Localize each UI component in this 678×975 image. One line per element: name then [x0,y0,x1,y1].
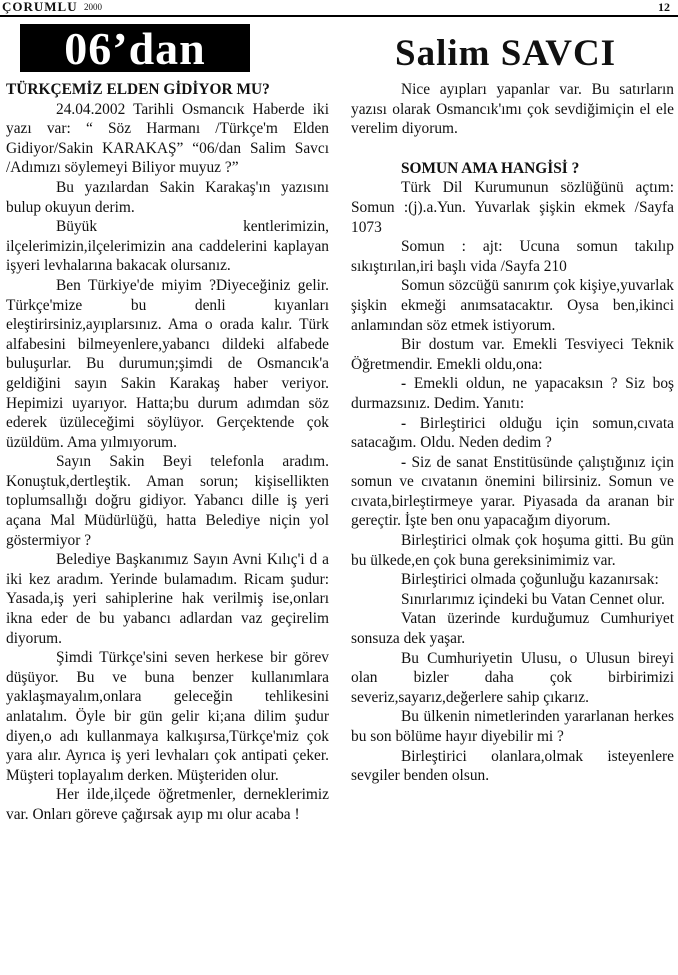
dialogue-line [351,453,674,531]
paragraph: Türk Dil Kurumunun sözlüğünü açtım: Somun :(j).a.Yun. Yuvarlak şişkin ekmek /Sayfa 1073 [351,179,674,236]
paragraph: Bu ülkenin nimetlerinden yararlanan herkes bu son bölüme hayır diyebilir mi ? [351,708,674,745]
column-title: 06’dan [64,22,206,74]
dialogue-text: Emekli oldun, ne yapacaksın ? Siz boş durmazsınız. Dedim. Yanıtı: [351,375,675,412]
left-heading: TÜRKÇEMİZ ELDEN GİDİYOR MU? [6,81,270,98]
dialogue-dash: - [401,414,407,432]
paragraph: Birleştirici olanlara,olmak isteyenlere sevgiler benden olsun. [351,747,674,785]
paragraph: Bir dostum var. Emekli Tesviyeci Teknik Öğretmendir. Emekli oldu,ona: [351,336,674,373]
paragraph: Şimdi Türkçe'sini seven herkese bir görev düşüyor. Bu ve buna benzer kullanımlara yaklaşmayalım,onlara geleceğin tehlikesini anlatalım. Öyle bir gün gelir ki;ana dilim şudur diyen,o adı kullanmaya kalkışırsa,Türkçe'miz çok yara alır. Ayrıca iş yeri levhaları çok antipati çeker. Müşteri toplayalım derken. Müşteriden olur. [6,649,329,784]
dialogue-text: Birleştirici olduğu için somun,cıvata satacağım. Oldu. Neden dedim ? [351,414,674,452]
header-rule [0,15,678,17]
masthead [0,0,678,18]
author-name: Salim SAVCI [395,33,617,74]
paragraph: Nice ayıpları yapanlar var. Bu satırların yazısı olarak Osmancık'ımı çok sevdiğimiçin el ele verelim diyorum. [351,81,674,138]
paragraph: Her ilde,ilçede öğretmenler, derneklerimiz var. Onları göreve çağırsak ayıp mı olur acaba ! [6,786,329,823]
dialogue-line [351,374,674,413]
paragraph: Vatan üzerinde kurduğumuz Cumhuriyet sonsuza dek yaşar. [351,610,674,648]
paragraph: 24.04.2002 Tarihli Osmancık Haberde iki yazı var: “ Söz Harmanı /Türkçe'm Elden Gidiyor/Sakin KARAKAŞ” “06/dan Salim Savcı /Adımızı söylemeyi Biliyor muyuz ?” [6,100,329,177]
paragraph: Birleştirici olmada çoğunluğu kazanırsak: [401,571,659,589]
paragraph: Birleştirici olmak çok hoşuma gitti. Bu gün bu ülkede,en çok buna gereksinimimiz var. [351,532,674,569]
paragraph: Belediye Başkanımız Sayın Avni Kılıç'i d a iki kez aradım. Yerinde bulamadım. Ricam şudur: Yasada,iş yeri sahiplerine hak verilmiş ise,onları ikna eder de bu yabancı adlardan vaz geçirelim diyorum. [6,551,329,647]
paper-year: 2000 [84,2,102,12]
paragraph: Somun : ajt: Ucuna somun takılıp sıkıştırılan,iri başlı vida /Sayfa 210 [351,238,674,275]
paragraph: Somun sözcüğü sanırım çok kişiye,yuvarlak şişkin ekmeği anımsatacaktır. Oysa ben,ikinci anlamından söz etmek istiyorum. [351,277,674,334]
page-number: 12 [658,0,670,14]
right-column [351,80,674,786]
paragraph: Büyük kentlerimizin, ilçelerimizin,ilçelerimizin ana caddelerini kaplayan işyeri levhalarına bakacak olursanız. [6,218,329,275]
dialogue-dash: - [401,375,407,393]
right-heading: SOMUN AMA HANGİSİ ? [401,159,580,177]
paragraph: Sayın Sakin Beyi telefonla aradım. Konuştuk,dertleştik. Aman sorun; kişisellikten toplumsallığı doğru gidiyor. Yabancı dille iş yeri açana Mal Müdürlüğü, hatta Belediye niçin yol göstermiyor ? [6,453,329,549]
paragraph: Bu Cumhuriyetin Ulusu, o Ulusun bireyi olan bizler daha çok birbirimizi severiz,sayarız,değerlere sahip çıkarız. [351,649,674,706]
left-column [6,80,329,825]
paper-name: ÇORUMLU [2,0,78,14]
paragraph: Ben Türkiye'de miyim ?Diyeceğiniz gelir. Türkçe'mize bu denli kıyanları eleştirirsiniz,ayıplarsınız. Ama o orada kalır. Türk alfabesini bilmeyenlere,yabancı dildeki alfabede buluşurlar. Bu durumun;şimdi de Osmancık'a geldiğini sayın Sakin Karakaş haber veriyor. Hepimizi uyarıyor. Hatta;bu durum adımdan söz ederek üzüleceğimi söylüyor. Gerçektende çok üzüldüm. Ama yılmıyorum. [6,276,329,451]
dialogue-dash: - [401,453,407,471]
dialogue-line [351,414,674,453]
paragraph: Bu yazılardan Sakin Karakaş'ın yazısını bulup okuyun derim. [6,178,329,216]
column-title-box [20,24,250,72]
paragraph: Sınırlarımız içindeki bu Vatan Cennet olur. [401,590,665,608]
dialogue-text: Siz de sanat Enstitüsünde çalıştığınız için somun ve cıvatanın önemini bilirsiniz. Somun ve cıvata,birleştirmeye yarar. Piyasada da aranan bir gereçtir. İşte ben onu yapacağım diyorum. [351,453,674,530]
